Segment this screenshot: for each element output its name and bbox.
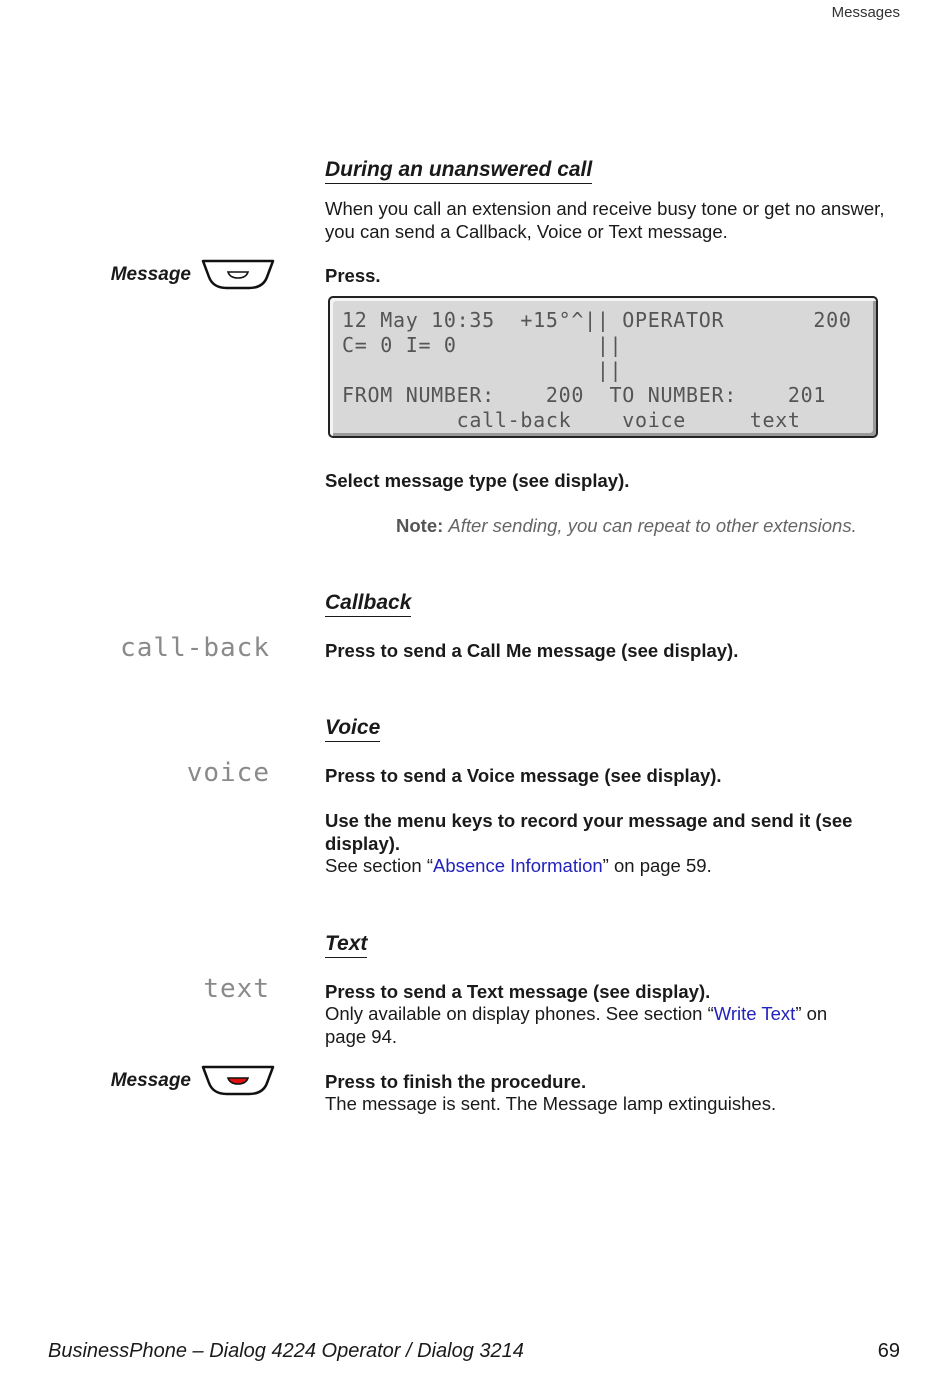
voice-menu-instruction: Use the menu keys to record your message and send it (see display). (325, 810, 853, 854)
footer-title: BusinessPhone – Dialog 4224 Operator / Dialog 3214 (48, 1340, 524, 1362)
text-softkey[interactable]: text (203, 974, 270, 1004)
write-text-link[interactable]: Write Text (713, 1003, 796, 1024)
intro-paragraph: When you call an extension and receive busy tone or get no answer, you can send a Callback, Voice or Text message. (325, 198, 885, 242)
heading-callback: Callback (325, 591, 411, 617)
avail-prefix: Only available on display phones. See section “ (325, 1003, 714, 1024)
display-line-2: C= 0 I= 0 || (342, 333, 623, 357)
select-message-type: Select message type (see display). (325, 470, 630, 491)
see-prefix: See section “ (325, 855, 433, 876)
note (396, 515, 857, 537)
text-instruction: Press to send a Text message (see display). (325, 981, 711, 1002)
display-softkey-line: call-back voice text (342, 408, 801, 432)
note-label: Note: (396, 515, 444, 536)
display-line-1: 12 May 10:35 +15°^|| OPERATOR 200 (342, 308, 852, 332)
heading-unanswered-call: During an unanswered call (325, 158, 592, 184)
press-instruction: Press. (325, 265, 381, 286)
phone-display (328, 296, 878, 438)
absence-information-link[interactable]: Absence Information (432, 855, 603, 876)
page-number: 69 (877, 1340, 900, 1362)
message-key-icon[interactable] (201, 259, 275, 296)
finish-result: The message is sent. The Message lamp extinguishes. (325, 1093, 777, 1114)
running-header: Messages (831, 4, 900, 21)
heading-voice: Voice (325, 716, 380, 742)
note-text: After sending, you can repeat to other extensions. (448, 515, 857, 536)
voice-see-section (325, 855, 905, 878)
voice-instruction: Press to send a Voice message (see display). (325, 765, 722, 786)
message-key-label: Message (110, 264, 191, 285)
message-key-lit-icon[interactable] (201, 1065, 275, 1102)
text-availability (325, 1003, 865, 1048)
heading-text: Text (325, 932, 367, 958)
display-line-4: FROM NUMBER: 200 TO NUMBER: 201 (342, 383, 827, 407)
voice-softkey[interactable]: voice (186, 758, 270, 788)
see-suffix: ” on page 59. (602, 855, 712, 876)
avail-suffix: ” on page 94. (325, 1003, 828, 1047)
callback-instruction: Press to send a Call Me message (see display). (325, 640, 739, 661)
message-key-label-finish: Message (110, 1070, 191, 1091)
display-line-3: || (342, 358, 623, 382)
callback-softkey[interactable]: call-back (120, 633, 270, 663)
finish-instruction: Press to finish the procedure. (325, 1071, 587, 1092)
